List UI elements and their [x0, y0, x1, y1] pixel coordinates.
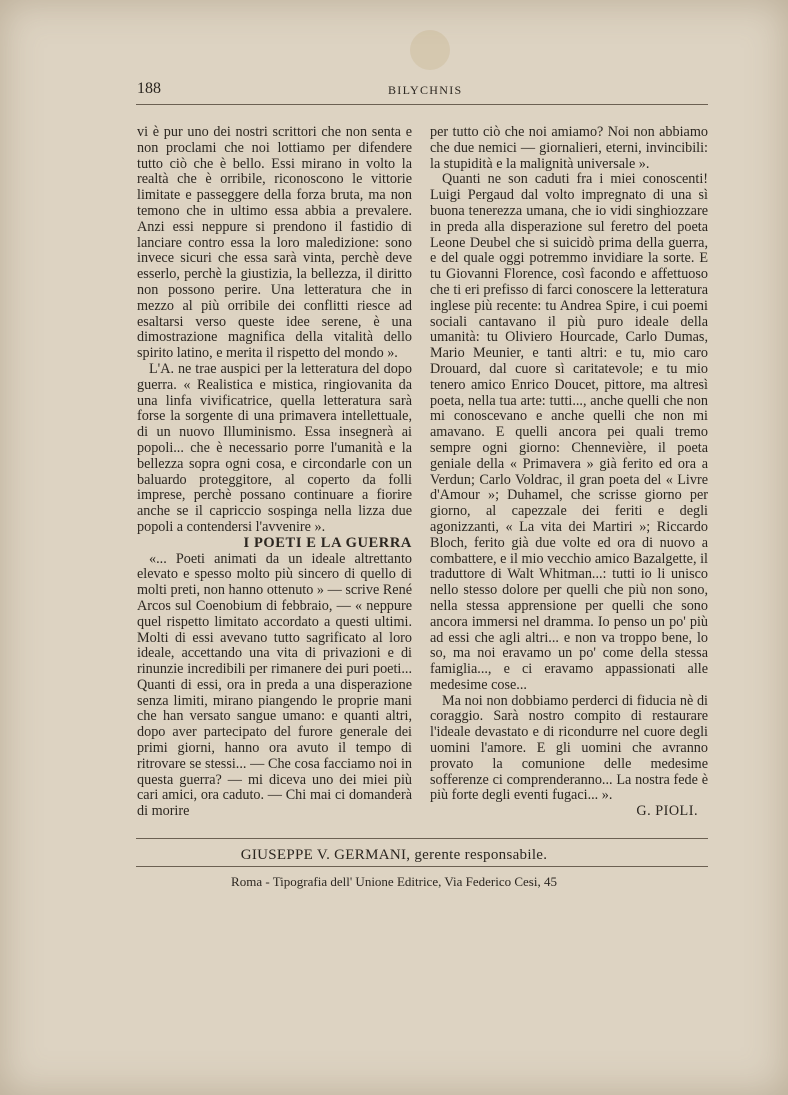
- right-column: [430, 125, 708, 820]
- page-number: 188: [137, 80, 161, 97]
- section-heading: I POETI E LA GUERRA: [243, 534, 412, 551]
- right-paragraph-3: Ma noi non dobbiamo perderci di fiducia nè di coraggio. Sarà nostro compito di restaurare l'ideale devastato e di ricondurre nel cuore degli uomini l'amore. E gli uomini che avranno provato la comunione delle medesime sofferenze ci comprenderanno... La nostra fede è più forte degli eventi fugaci... ».: [430, 692, 708, 804]
- left-paragraph-2: L'A. ne trae auspici per la letteratura del dopo guerra. « Realistica e mistica, ringiovanita da una linfa vivificatrice, quella letteratura sarà forse la sorgente di una primavera intellettuale, di un nuovo Illuminismo. Essa insegnerà ai popoli... che è necessario porre l'umanità e la bellezza sopra ogni cosa, e circondarle con un baluardo proteggitore, al coperto da folli imprese, perchè possano continuare a fiorire anche se il capriccio sospinga nella lizza due popoli a contendersi l'avvenire ».: [137, 360, 412, 535]
- left-column: [137, 125, 412, 820]
- left-paragraph-1: vi è pur uno dei nostri scrittori che non senta e non proclami che noi lottiamo per difendere tutto ciò che è bello. Essi mirano in volto la realtà che è orribile, riconoscono le vittorie limitate e passeggere della forza bruta, ma non temono che in ultimo essa abbia a prevalere. Anzi essi neppure si prendono il fastidio di lanciare contro essa la loro maledizione: sono invece sicuri che essa sarà vinta, perchè deve esserlo, perchè la giustizia, la bellezza, il diritto non possono perire. Una letteratura che in mezzo al più orribile dei conflitti riesce ad esaltarsi verso queste idee serene, è una dimostrazione magnifica della vitalità dello spirito latino, e merita il rispetto del mondo ».: [137, 124, 412, 362]
- running-title: BILYCHNIS: [388, 83, 463, 97]
- header-rule: [136, 104, 708, 105]
- footer-rule-bottom: [136, 866, 708, 867]
- author-signature: G. PIOLI.: [636, 803, 698, 820]
- footer-rule-top: [136, 838, 708, 839]
- right-paragraph-2: Quanti ne son caduti fra i miei conoscenti! Luigi Pergaud dal volto impregnato di una sì buona tenerezza umana, che io vidi singhiozzare in preda alla disperazione sul feretro del poeta Leone Deubel che si suicidò prima della guerra, e del quale oggi potremmo invidiare la sorte. E tu Giovanni Florence, così facondo e affettuoso che ti eri prefisso di farci conoscere la letteratura inglese più recente: tu Andrea Spire, i cui poemi sociali cantavano il più puro ideale della umanità: tu Oliviero Hourcade, Carlo Dumas, Mario Meunier, e tanti altri: e tu, mio caro Drouard, dal cuore sì caritatevole; e tu mio tenero amico Enrico Doucet, pittore, ma altresì poeta, nella tua arte: tutti..., anche quelli che non mi conoscevano e anche quelli che non mi amavano. E quelli ancora pei quali tremo sempre ogni giorno: Chennevière, il poeta geniale della « Primavera » già ferito ed ora a Verdun; Carlo Voldrac, il gran poeta del « Livre d'Amour »; Duhamel, che scrisse giorno per giorno, al capezzale dei feriti e degli agonizzanti, « La vita dei Martiri »; Riccardo Bloch, ferito già due volte ed ora di nuovo a combattere, e il mio vecchio amico Bazalgette, il traduttore di Walt Whitman...: tutti io li unisco nello stesso dolore per quelli che più non sono, nella stessa apprensione per quelli che sono ancora immersi nel dramma. Io penso un po' più ad essi che agli altri... e non va troppo bene, lo so, ma noi eravamo un po' come della stessa famiglia..., e ci eravamo appassionati alle medesime cose...: [430, 171, 708, 693]
- right-paragraph-1: per tutto ciò che noi amiamo? Noi non abbiamo che due nemici — giornalieri, eterni, invincibili: la stupidità e la malignità universale ».: [430, 124, 708, 172]
- printer-line: Roma - Tipografia dell' Unione Editrice, Via Federico Cesi, 45: [231, 874, 557, 889]
- section-paragraph: «... Poeti animati da un ideale altrettanto elevato e spesso molto più sincero di quello di molti preti, non hanno ottenuto » — scrive René Arcos sul Coenobium di febbraio, — « neppure quel rispetto limitato accordato a questi ultimi. Molti di essi avevano tutto sagrificato al loro ideale, accettando una vita di privazioni e di rinunzie incredibili per rimanere dei puri poeti... Quanti di essi, ora in preda a una disperazione senza limiti, mirano piangendo le proprie mani che han versato sangue umano: e quanti altri, dopo aver partecipato del furore generale dei primi giorni, hanno ora avuto il tempo di ritrovare se stessi... — Che cosa facciamo noi in questa guerra? — mi diceva uno dei miei più cari amici, ora caduto. — Chi mai ci domanderà di morire: [137, 550, 412, 820]
- paper-stain: [410, 30, 450, 70]
- manager-line: GIUSEPPE V. GERMANI, gerente responsabile.: [240, 847, 548, 863]
